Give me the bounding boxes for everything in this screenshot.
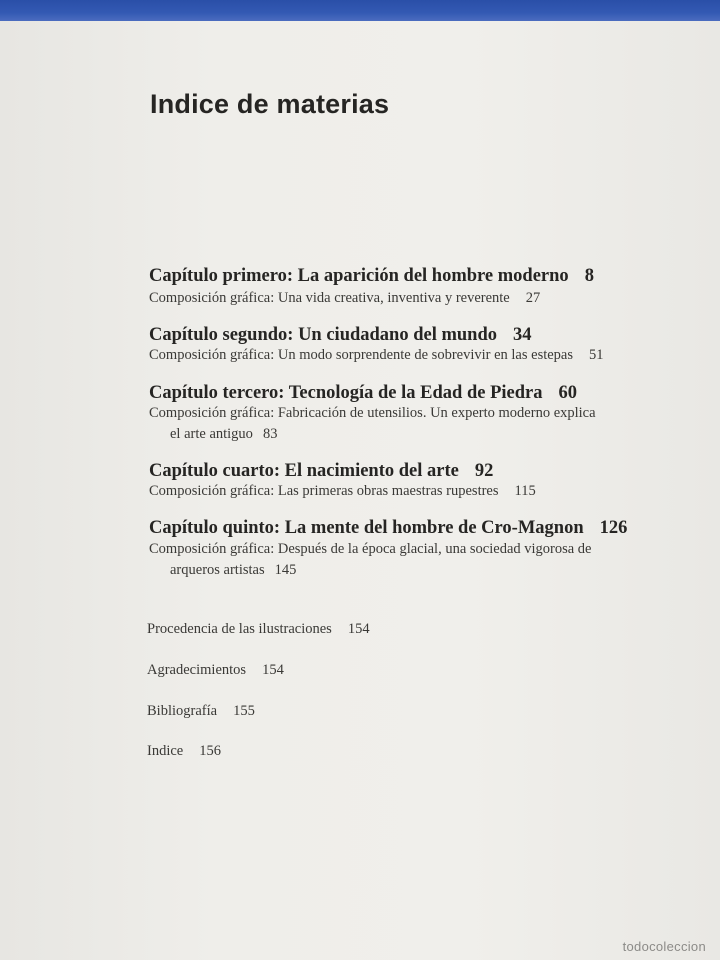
book-page — [0, 21, 720, 960]
acknowledgements-label: Agradecimientos — [147, 662, 247, 678]
chapter-4-composition-text: Composición gráfica: Las primeras obras maestras rupestres — [149, 483, 499, 499]
top-blue-band — [0, 0, 720, 21]
illustrations-label: Procedencia de las ilustraciones — [147, 621, 332, 637]
chapter-4-page: 92 — [474, 461, 494, 481]
chapter-2-title: Capítulo segundo: Un ciudadano del mundo — [149, 325, 498, 345]
chapter-2-composition — [149, 347, 604, 364]
chapter-3-composition-cont-text: el arte antiguo — [170, 426, 253, 442]
chapter-3-entry — [149, 383, 577, 404]
chapter-2-entry — [149, 325, 532, 346]
chapter-4-composition — [149, 483, 536, 500]
watermark: todocoleccion — [622, 939, 706, 954]
chapter-5-composition-cont — [170, 562, 296, 579]
chapter-3-title: Capítulo tercero: Tecnología de la Edad de Piedra — [149, 383, 543, 403]
chapter-3-composition — [149, 405, 596, 422]
chapter-3-composition-text: Composición gráfica: Fabricación de utensilios. Un experto moderno explica — [149, 405, 596, 421]
index-label: Indice — [147, 743, 184, 759]
bibliography-label: Bibliografía — [147, 703, 218, 719]
back-matter-index — [147, 743, 221, 760]
bibliography-page: 155 — [233, 703, 255, 719]
back-matter-acknowledgements — [147, 662, 284, 679]
chapter-3-composition-page: 83 — [262, 426, 278, 442]
chapter-2-page: 34 — [513, 325, 532, 345]
chapter-5-entry — [149, 518, 627, 539]
back-matter-bibliography — [147, 703, 255, 720]
chapter-5-composition-cont-text: arqueros artistas — [170, 562, 265, 578]
chapter-3-composition-cont — [170, 426, 277, 443]
back-matter-illustrations — [147, 621, 370, 638]
acknowledgements-page: 154 — [262, 662, 284, 678]
chapter-1-composition-page: 27 — [525, 290, 541, 306]
chapter-2-composition-page: 51 — [589, 347, 604, 363]
chapter-4-title: Capítulo cuarto: El nacimiento del arte — [149, 461, 459, 481]
chapter-5-page: 126 — [599, 518, 628, 538]
chapter-4-entry — [149, 461, 493, 482]
chapter-5-composition-text: Composición gráfica: Después de la época glacial, una sociedad vigorosa de — [149, 541, 592, 557]
index-page: 156 — [199, 743, 221, 759]
chapter-1-composition-text: Composición gráfica: Una vida creativa, inventiva y reverente — [149, 290, 510, 306]
chapter-4-composition-page: 115 — [514, 483, 536, 499]
chapter-1-title: Capítulo primero: La aparición del hombre moderno — [149, 266, 569, 286]
chapter-2-composition-text: Composición gráfica: Un modo sorprendente de sobrevivir en las estepas — [149, 347, 574, 363]
chapter-5-title: Capítulo quinto: La mente del hombre de Cro-Magnon — [149, 518, 584, 538]
page-title: Indice de materias — [150, 89, 390, 119]
chapter-5-composition-page: 145 — [274, 562, 297, 578]
chapter-1-composition — [149, 290, 540, 307]
chapter-1-entry — [149, 266, 594, 287]
chapter-5-composition — [149, 541, 592, 558]
chapter-1-page: 8 — [584, 266, 594, 286]
illustrations-page: 154 — [347, 621, 370, 637]
chapter-3-page: 60 — [558, 383, 577, 403]
